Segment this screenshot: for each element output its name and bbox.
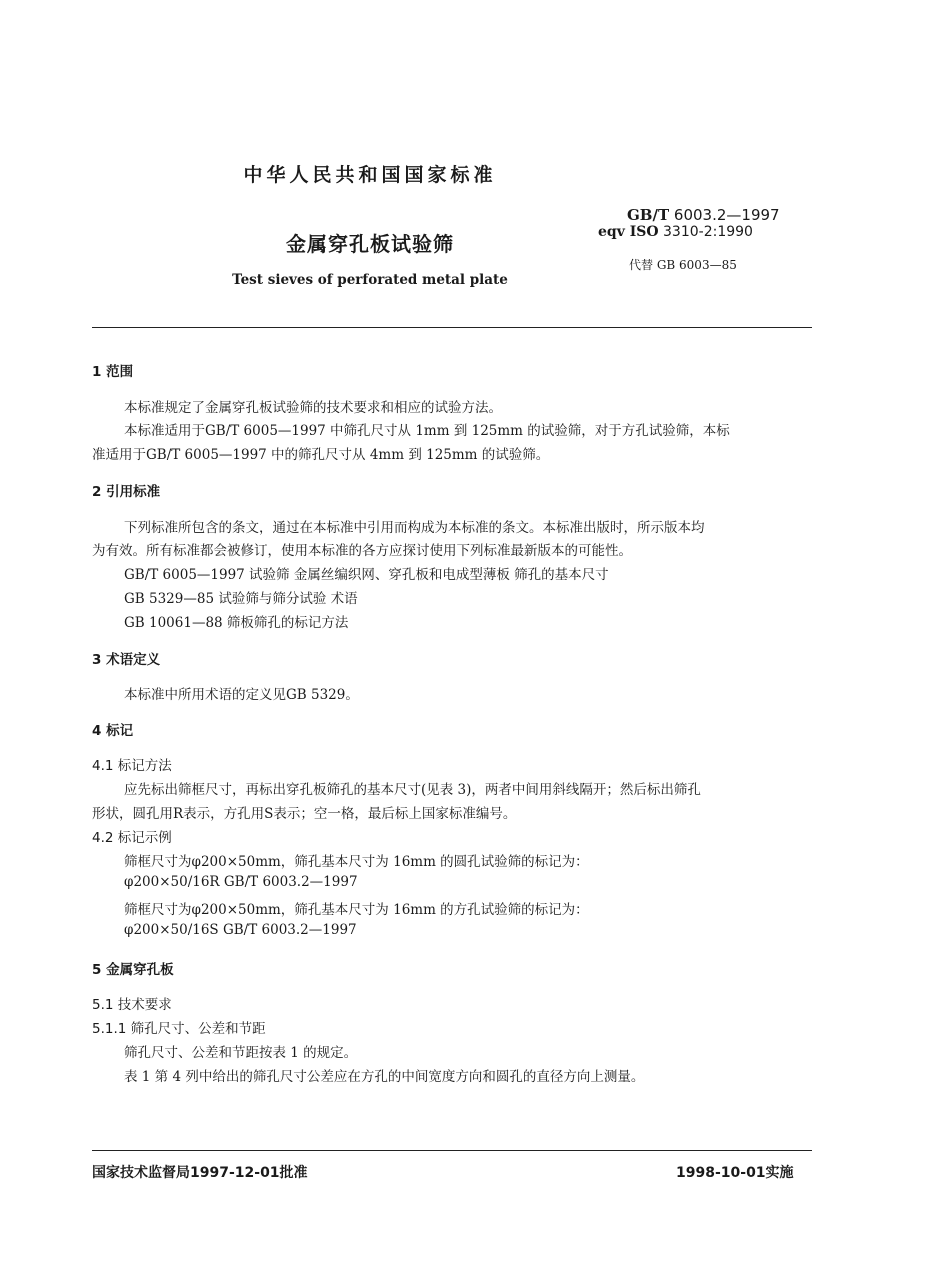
standard-title-cn: 金属穿孔板试验筛 [286,232,454,256]
section-4-heading: 4 标记 [92,723,134,739]
standard-code [627,206,780,224]
section-4-2-heading: 4.2 标记示例 [92,830,172,846]
section-4-1-line-1: 应先标出筛框尺寸，再标出穿孔板筛孔的基本尺寸(见表 3)，两者中间用斜线隔开；然后标出筛孔 [124,782,701,798]
equivalent-standard [598,224,753,240]
replaces-standard: 代替 GB 6003—85 [629,258,737,272]
section-5-heading: 5 金属穿孔板 [92,962,174,978]
standard-title-en: Test sieves of perforated metal plate [232,272,508,288]
equivalent-standard-prefix: eqv ISO [598,224,659,240]
section-4-1-heading: 4.1 标记方法 [92,758,172,774]
standard-code-prefix: GB/T [627,206,670,224]
reference-standard-3: GB 10061—88 筛板筛孔的标记方法 [124,615,349,631]
section-3-paragraph: 本标准中所用术语的定义见GB 5329。 [124,687,359,703]
section-5-1-1-line-1: 筛孔尺寸、公差和节距按表 1 的规定。 [124,1045,358,1061]
section-4-2-line-2: φ200×50/16R GB/T 6003.2—1997 [124,874,358,890]
implementation-date: 1998-10-01实施 [676,1165,794,1181]
section-1-paragraph-2-line-2: 准适用于GB/T 6005—1997 中的筛孔尺寸从 4mm 到 125mm 的试验筛。 [92,447,550,463]
section-5-1-1-heading: 5.1.1 筛孔尺寸、公差和节距 [92,1021,266,1037]
national-standard-heading: 中华人民共和国国家标准 [243,164,497,186]
footer-divider [92,1150,812,1151]
reference-standard-1: GB/T 6005—1997 试验筛 金属丝编织网、穿孔板和电成型薄板 筛孔的基本尺寸 [124,567,609,583]
section-1-paragraph-1: 本标准规定了金属穿孔板试验筛的技术要求和相应的试验方法。 [124,400,502,416]
equivalent-standard-number: 3310-2:1990 [663,224,753,240]
section-3-heading: 3 术语定义 [92,652,161,668]
section-2-paragraph-line-2: 为有效。所有标准都会被修订，使用本标准的各方应探讨使用下列标准最新版本的可能性。 [92,543,632,559]
section-2-heading: 2 引用标准 [92,484,161,500]
section-2-paragraph-line-1: 下列标准所包含的条文，通过在本标准中引用而构成为本标准的条文。本标准出版时，所示版本均 [124,520,705,536]
section-1-paragraph-2-line-1: 本标准适用于GB/T 6005—1997 中筛孔尺寸从 1mm 到 125mm 的试验筛，对于方孔试验筛，本标 [124,423,730,439]
section-4-2-line-4: φ200×50/16S GB/T 6003.2—1997 [124,922,357,938]
section-4-1-line-2: 形状，圆孔用R表示，方孔用S表示；空一格，最后标上国家标准编号。 [92,806,517,822]
section-5-1-heading: 5.1 技术要求 [92,997,172,1013]
header-divider [92,327,812,328]
section-5-1-1-line-2: 表 1 第 4 列中给出的筛孔尺寸公差应在方孔的中间宽度方向和圆孔的直径方向上测量。 [124,1069,645,1085]
reference-standard-2: GB 5329—85 试验筛与筛分试验 术语 [124,591,358,607]
section-4-2-line-3: 筛框尺寸为φ200×50mm，筛孔基本尺寸为 16mm 的方孔试验筛的标记为： [124,902,589,918]
approval-date: 国家技术监督局1997-12-01批准 [92,1165,308,1181]
section-4-2-line-1: 筛框尺寸为φ200×50mm，筛孔基本尺寸为 16mm 的圆孔试验筛的标记为： [124,854,589,870]
standard-code-number: 6003.2—1997 [673,206,780,224]
section-1-heading: 1 范围 [92,364,134,380]
